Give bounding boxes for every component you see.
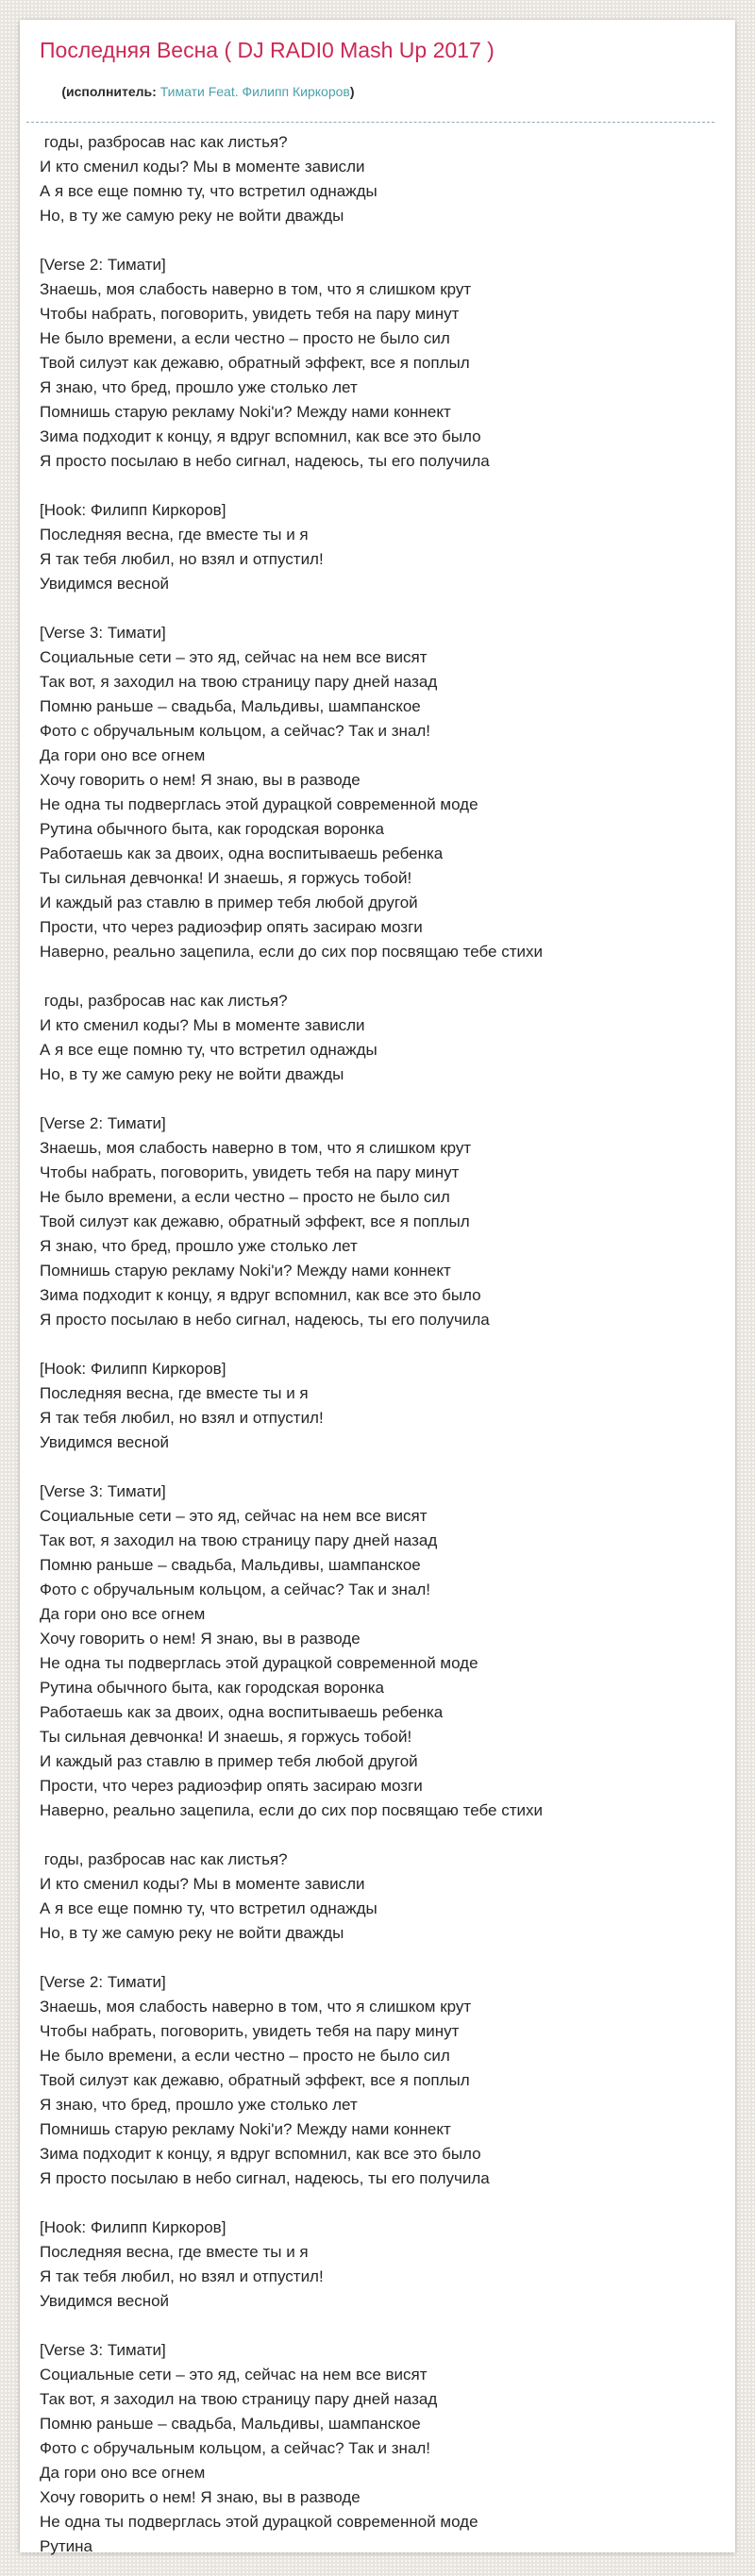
lyrics-line: Не было времени, а если честно – просто не было сил bbox=[40, 1188, 450, 1206]
lyrics-line: [Hook: Филипп Киркоров] bbox=[40, 2218, 226, 2236]
lyrics-line: Социальные сети – это яд, сейчас на нем все висят bbox=[40, 1507, 428, 1525]
lyrics-line bbox=[40, 474, 714, 498]
lyrics-line: годы, разбросав нас как листья? bbox=[40, 1850, 288, 1868]
artist-label-close: ) bbox=[349, 84, 355, 99]
lyrics-line: Увидимся весной bbox=[40, 2292, 170, 2310]
lyrics-line: А я все еще помню ту, что встретил однажды bbox=[40, 1899, 378, 1917]
lyrics-line: Так вот, я заходил на твою страницу пару дней назад bbox=[40, 2390, 438, 2408]
lyrics-line: Последняя весна, где вместе ты и я bbox=[40, 2243, 309, 2261]
lyrics-line: Помню раньше – свадьба, Мальдивы, шампанское bbox=[40, 2415, 421, 2433]
lyrics-line: Я знаю, что бред, прошло уже столько лет bbox=[40, 2096, 358, 2114]
lyrics-line: годы, разбросав нас как листья? bbox=[40, 133, 288, 151]
lyrics-line: Наверно, реально зацепила, если до сих пор посвящаю тебе стихи bbox=[40, 1801, 543, 1819]
lyrics-line: И каждый раз ставлю в пример тебя любой другой bbox=[40, 894, 418, 912]
lyrics-line: Я знаю, что бред, прошло уже столько лет bbox=[40, 378, 358, 396]
lyrics-line: Хочу говорить о нем! Я знаю, вы в разводе bbox=[40, 771, 361, 789]
lyrics-line: И кто сменил коды? Мы в моменте зависли bbox=[40, 1016, 365, 1034]
lyrics-line: Я просто посылаю в небо сигнал, надеюсь, ты его получила bbox=[40, 1311, 490, 1329]
lyrics-line: И каждый раз ставлю в пример тебя любой другой bbox=[40, 1752, 418, 1770]
lyrics-line: Я так тебя любил, но взял и отпустил! bbox=[40, 550, 324, 568]
lyrics-line: И кто сменил коды? Мы в моменте зависли bbox=[40, 1875, 365, 1893]
lyrics-line: Работаешь как за двоих, одна воспитываешь ребенка bbox=[40, 845, 444, 862]
lyrics-line: Я просто посылаю в небо сигнал, надеюсь, ты его получила bbox=[40, 452, 490, 470]
lyrics-line: Фото с обручальным кольцом, а сейчас? Так и знал! bbox=[40, 1581, 431, 1598]
lyrics-line: Не одна ты подверглась этой дурацкой современной моде bbox=[40, 795, 478, 813]
lyrics-line: Но, в ту же самую реку не войти дважды bbox=[40, 1924, 344, 1942]
lyrics-line: Прости, что через радиоэфир опять засираю мозги bbox=[40, 918, 423, 936]
lyrics-line: Я просто посылаю в небо сигнал, надеюсь, ты его получила bbox=[40, 2169, 490, 2187]
lyrics-line: Хочу говорить о нем! Я знаю, вы в разводе bbox=[40, 2488, 361, 2506]
lyrics-line: Увидимся весной bbox=[40, 1433, 170, 1451]
lyrics-line: Зима подходит к концу, я вдруг вспомнил, как все это было bbox=[40, 1286, 481, 1304]
lyrics-line bbox=[40, 228, 714, 253]
lyrics-line bbox=[40, 964, 714, 989]
lyrics-line: А я все еще помню ту, что встретил однажды bbox=[40, 1041, 378, 1059]
lyrics-line: Рутина обычного быта, как городская воронка bbox=[40, 1679, 384, 1697]
lyrics-line: [Verse 3: Тимати] bbox=[40, 2341, 166, 2359]
lyrics-line bbox=[40, 1946, 714, 1970]
lyrics-line: Не одна ты подверглась этой дурацкой современной моде bbox=[40, 2513, 478, 2531]
lyrics-line: Да гори оно все огнем bbox=[40, 1605, 206, 1623]
lyrics-line: Рутина обычного быта, как городская воронка bbox=[40, 820, 384, 838]
lyrics-card bbox=[20, 20, 735, 2555]
lyrics-line: Последняя весна, где вместе ты и я bbox=[40, 526, 309, 544]
lyrics-line: Хочу говорить о нем! Я знаю, вы в разводе bbox=[40, 1630, 361, 1648]
lyrics-line: Социальные сети – это яд, сейчас на нем все висят bbox=[40, 648, 428, 666]
lyrics-line: годы, разбросав нас как листья? bbox=[40, 992, 288, 1010]
artist-link[interactable]: Тимати Feat. Филипп Киркоров bbox=[159, 84, 350, 99]
lyrics-line: Твой силуэт как дежавю, обратный эффект, все я поплыл bbox=[40, 1213, 470, 1230]
lyrics-line bbox=[40, 2314, 714, 2338]
artist-line bbox=[40, 66, 714, 117]
lyrics-text bbox=[40, 130, 714, 2559]
lyrics-line: Помню раньше – свадьба, Мальдивы, шампанское bbox=[40, 1556, 421, 1574]
lyrics-line: Наверно, реально зацепила, если до сих пор посвящаю тебе стихи bbox=[40, 943, 543, 961]
lyrics-line: Так вот, я заходил на твою страницу пару дней назад bbox=[40, 1531, 438, 1549]
lyrics-line: Социальные сети – это яд, сейчас на нем все висят bbox=[40, 2366, 428, 2384]
lyrics-line: И кто сменил коды? Мы в моменте зависли bbox=[40, 158, 365, 176]
lyrics-line: Чтобы набрать, поговорить, увидеть тебя на пару минут bbox=[40, 2022, 460, 2040]
lyrics-line: Ты сильная девчонка! И знаешь, я горжусь тобой! bbox=[40, 1728, 412, 1746]
lyrics-line bbox=[40, 1087, 714, 1112]
song-title: Последняя Весна ( DJ RADI0 Mash Up 2017 ) bbox=[40, 38, 495, 62]
lyrics-line bbox=[40, 1332, 714, 1357]
lyrics-line: Но, в ту же самую реку не войти дважды bbox=[40, 207, 344, 225]
lyrics-line: Твой силуэт как дежавю, обратный эффект, все я поплыл bbox=[40, 354, 470, 372]
lyrics-line: Последняя весна, где вместе ты и я bbox=[40, 1384, 309, 1402]
lyrics-line bbox=[40, 2191, 714, 2216]
lyrics-line: Не было времени, а если честно – просто не было сил bbox=[40, 2047, 450, 2065]
lyrics-line: Знаешь, моя слабость наверно в том, что я слишком крут bbox=[40, 280, 472, 298]
lyrics-line: Работаешь как за двоих, одна воспитываешь ребенка bbox=[40, 1703, 444, 1721]
lyrics-line: А я все еще помню ту, что встретил однажды bbox=[40, 182, 378, 200]
lyrics-line: Помнишь старую рекламу Noki'и? Между нами коннект bbox=[40, 1262, 451, 1280]
lyrics-line: Не одна ты подверглась этой дурацкой современной моде bbox=[40, 1654, 478, 1672]
lyrics-line: [Verse 2: Тимати] bbox=[40, 256, 166, 274]
lyrics-line: Да гори оно все огнем bbox=[40, 2464, 206, 2482]
lyrics-line: [Verse 3: Тимати] bbox=[40, 624, 166, 642]
lyrics-line: Фото с обручальным кольцом, а сейчас? Так и знал! bbox=[40, 722, 431, 740]
lyrics-line: Ты сильная девчонка! И знаешь, я горжусь тобой! bbox=[40, 869, 412, 887]
lyrics-line: Помнишь старую рекламу Noki'и? Между нами коннект bbox=[40, 403, 451, 421]
lyrics-line: Я так тебя любил, но взял и отпустил! bbox=[40, 1409, 324, 1427]
lyrics-line: [Verse 3: Тимати] bbox=[40, 1482, 166, 1500]
lyrics-line: Зима подходит к концу, я вдруг вспомнил, как все это было bbox=[40, 427, 481, 445]
lyrics-line: Я знаю, что бред, прошло уже столько лет bbox=[40, 1237, 358, 1255]
lyrics-line: Зима подходит к концу, я вдруг вспомнил, как все это было bbox=[40, 2145, 481, 2163]
lyrics-line: Знаешь, моя слабость наверно в том, что я слишком крут bbox=[40, 1139, 472, 1157]
lyrics-line: [Verse 2: Тимати] bbox=[40, 1973, 166, 1991]
lyrics-line: Я так тебя любил, но взял и отпустил! bbox=[40, 2267, 324, 2285]
lyrics-line: Прости, что через радиоэфир опять засираю мозги bbox=[40, 1777, 423, 1795]
lyrics-line: Но, в ту же самую реку не войти дважды bbox=[40, 1065, 344, 1083]
lyrics-line: [Hook: Филипп Киркоров] bbox=[40, 501, 226, 519]
song-header bbox=[26, 37, 714, 123]
lyrics-line: Знаешь, моя слабость наверно в том, что я слишком крут bbox=[40, 1998, 472, 2016]
lyrics-line: Увидимся весной bbox=[40, 575, 170, 593]
lyrics-line: Не было времени, а если честно – просто не было сил bbox=[40, 329, 450, 347]
lyrics-line: Да гори оно все огнем bbox=[40, 746, 206, 764]
lyrics-line: Чтобы набрать, поговорить, увидеть тебя на пару минут bbox=[40, 1163, 460, 1181]
lyrics-line: Так вот, я заходил на твою страницу пару дней назад bbox=[40, 673, 438, 691]
lyrics-line: [Verse 2: Тимати] bbox=[40, 1114, 166, 1132]
lyrics-line: [Hook: Филипп Киркоров] bbox=[40, 1360, 226, 1378]
lyrics-line bbox=[40, 1455, 714, 1480]
artist-label: (исполнитель: bbox=[61, 84, 160, 99]
lyrics-line: Фото с обручальным кольцом, а сейчас? Так и знал! bbox=[40, 2439, 431, 2457]
lyrics-line bbox=[40, 1823, 714, 1848]
lyrics-line: Помню раньше – свадьба, Мальдивы, шампанское bbox=[40, 697, 421, 715]
lyrics-line: Рутина bbox=[40, 2537, 92, 2555]
lyrics-line: Чтобы набрать, поговорить, увидеть тебя на пару минут bbox=[40, 305, 460, 323]
lyrics-line: Твой силуэт как дежавю, обратный эффект, все я поплыл bbox=[40, 2071, 470, 2089]
lyrics-line: Помнишь старую рекламу Noki'и? Между нами коннект bbox=[40, 2120, 451, 2138]
lyrics-line bbox=[40, 596, 714, 621]
